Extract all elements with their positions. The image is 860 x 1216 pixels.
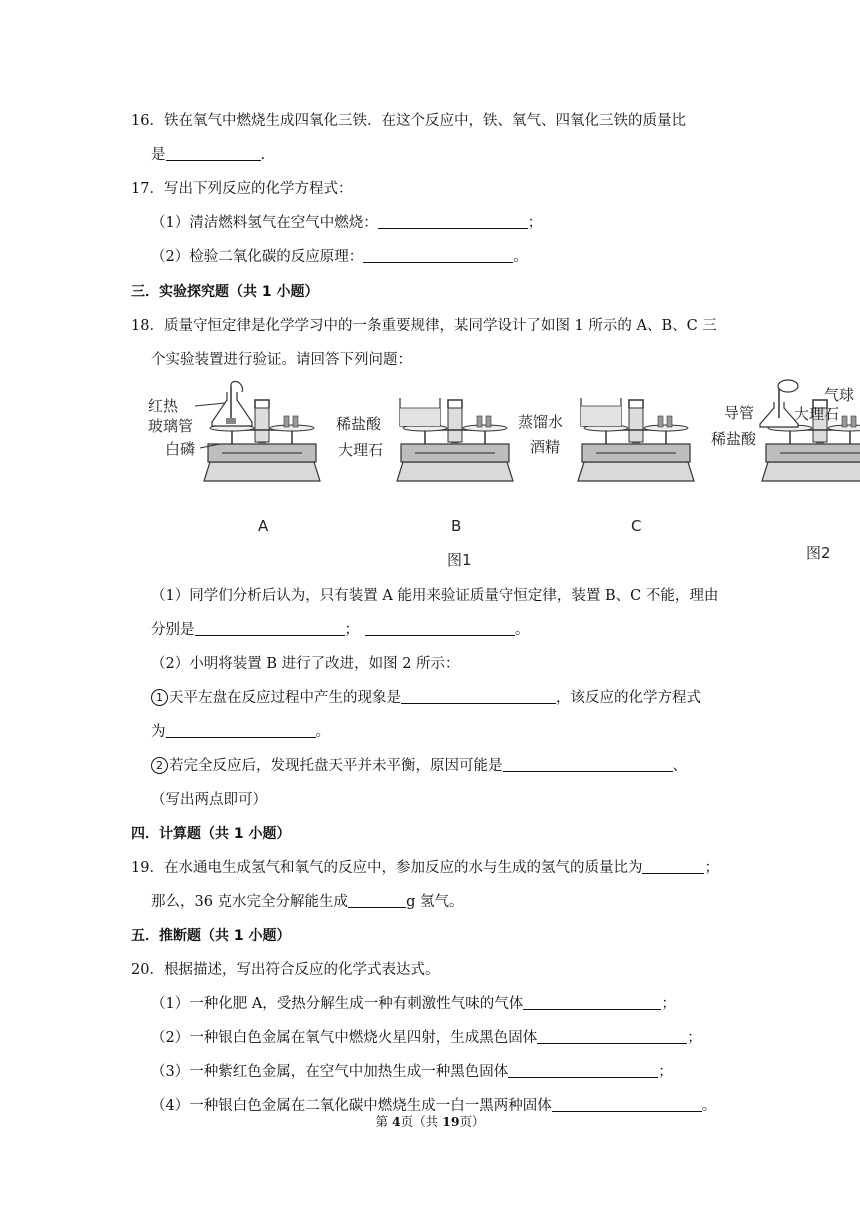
section-heading: 五．推断题（共 1 小题） [131, 928, 291, 944]
label-dilute-hcl-2: 稀盐酸 [711, 430, 757, 448]
answer-blank[interactable] [642, 859, 704, 874]
answer-blank[interactable] [537, 1029, 687, 1044]
q19-line2: 那么，36 克水完全分解能生成 g 氢气。 [151, 894, 464, 910]
label-b: B [451, 517, 462, 535]
answer-blank[interactable] [195, 621, 345, 636]
figure-1-caption: 图1 [447, 551, 472, 569]
label-c: C [631, 517, 642, 535]
answer-blank[interactable] [166, 723, 316, 738]
label-distilled-water: 蒸馏水 [518, 413, 564, 431]
q18-sub2-line1: 2 若完全反应后，发现托盘天平并未平衡，原因可能是 、 [151, 756, 687, 776]
q18-sub1-line2: 为 。 [151, 724, 330, 740]
label-tube: 导管 [724, 404, 755, 422]
section-heading: 四．计算题（共 1 小题） [131, 826, 291, 842]
q20-title: 20．根据描述，写出符合反应的化学式表达式。 [131, 962, 440, 978]
answer-blank[interactable] [401, 689, 556, 704]
answer-blank[interactable] [363, 248, 513, 263]
label-marble: 大理石 [338, 441, 384, 459]
apparatus-c [578, 398, 694, 481]
label-glass-tube: 玻璃管 [148, 417, 194, 435]
apparatus-a [204, 382, 320, 482]
q18-part2: （2）小明将装置 B 进行了改进，如图 2 所示： [151, 656, 460, 672]
label-alcohol: 酒精 [530, 438, 561, 456]
figure-2-caption: 图2 [806, 544, 831, 562]
q16-line1: 16．铁在氧气中燃烧生成四氧化三铁．在这个反应中，铁、氧气、四氧化三铁的质量比 [131, 113, 686, 129]
label-red-hot: 红热 [148, 397, 179, 415]
answer-blank[interactable] [552, 1097, 702, 1112]
q18-line2: 个实验装置进行验证。请回答下列问题： [151, 352, 412, 368]
q16-line2: 是 . [151, 147, 266, 163]
q20-part1: （1）一种化肥 A，受热分解生成一种有刺激性气味的气体 ； [151, 996, 676, 1012]
q20-part3: （3）一种紫红色金属，在空气中加热生成一种黑色固体 ； [151, 1064, 673, 1080]
answer-blank[interactable] [503, 757, 673, 772]
page-footer: 第 4页（共 19页） [375, 1114, 485, 1129]
label-a: A [258, 517, 269, 535]
q17-title: 17．写出下列反应的化学方程式： [131, 181, 353, 197]
q17-part1: （1）清洁燃料氢气在空气中燃烧： ； [151, 215, 543, 231]
q18-part1-line2: 分别是 ； 。 [151, 622, 530, 638]
q18-sub2-line2: （写出两点即可） [151, 792, 267, 808]
answer-blank[interactable] [523, 995, 661, 1010]
q20-part4: （4）一种银白色金属在二氧化碳中燃烧生成一白一黑两种固体 。 [151, 1098, 717, 1114]
q17-part2: （2）检验二氧化碳的反应原理： 。 [151, 249, 528, 265]
label-white-phosphorus: 白磷 [165, 440, 196, 458]
label-dilute-hcl: 稀盐酸 [336, 415, 382, 433]
answer-blank[interactable] [365, 621, 515, 636]
experiment-figure [0, 378, 860, 578]
q18-sub1-line1: 1 天平左盘在反应过程中产生的现象是 ，该反应的化学方程式 [151, 688, 701, 708]
label-balloon: 气球 [824, 386, 855, 404]
q18-line1: 18．质量守恒定律是化学学习中的一条重要规律，某同学设计了如图 1 所示的 A、B、C 三 [131, 318, 717, 334]
q20-part2: （2）一种银白色金属在氧气中燃烧火星四射，生成黑色固体 ； [151, 1030, 702, 1046]
apparatus-b [397, 398, 513, 481]
q19-line1: 19．在水通电生成氢气和氧气的反应中，参加反应的水与生成的氢气的质量比为 ； [131, 860, 719, 876]
answer-blank[interactable] [348, 893, 406, 908]
answer-blank[interactable] [378, 214, 528, 229]
answer-blank[interactable] [166, 146, 261, 161]
answer-blank[interactable] [508, 1063, 658, 1078]
q18-part1-line1: （1）同学们分析后认为，只有装置 A 能用来验证质量守恒定律，装置 B、C 不能，理由 [151, 588, 719, 604]
section-heading: 三．实验探究题（共 1 小题） [131, 284, 319, 300]
label-marble-2: 大理石 [794, 405, 840, 423]
